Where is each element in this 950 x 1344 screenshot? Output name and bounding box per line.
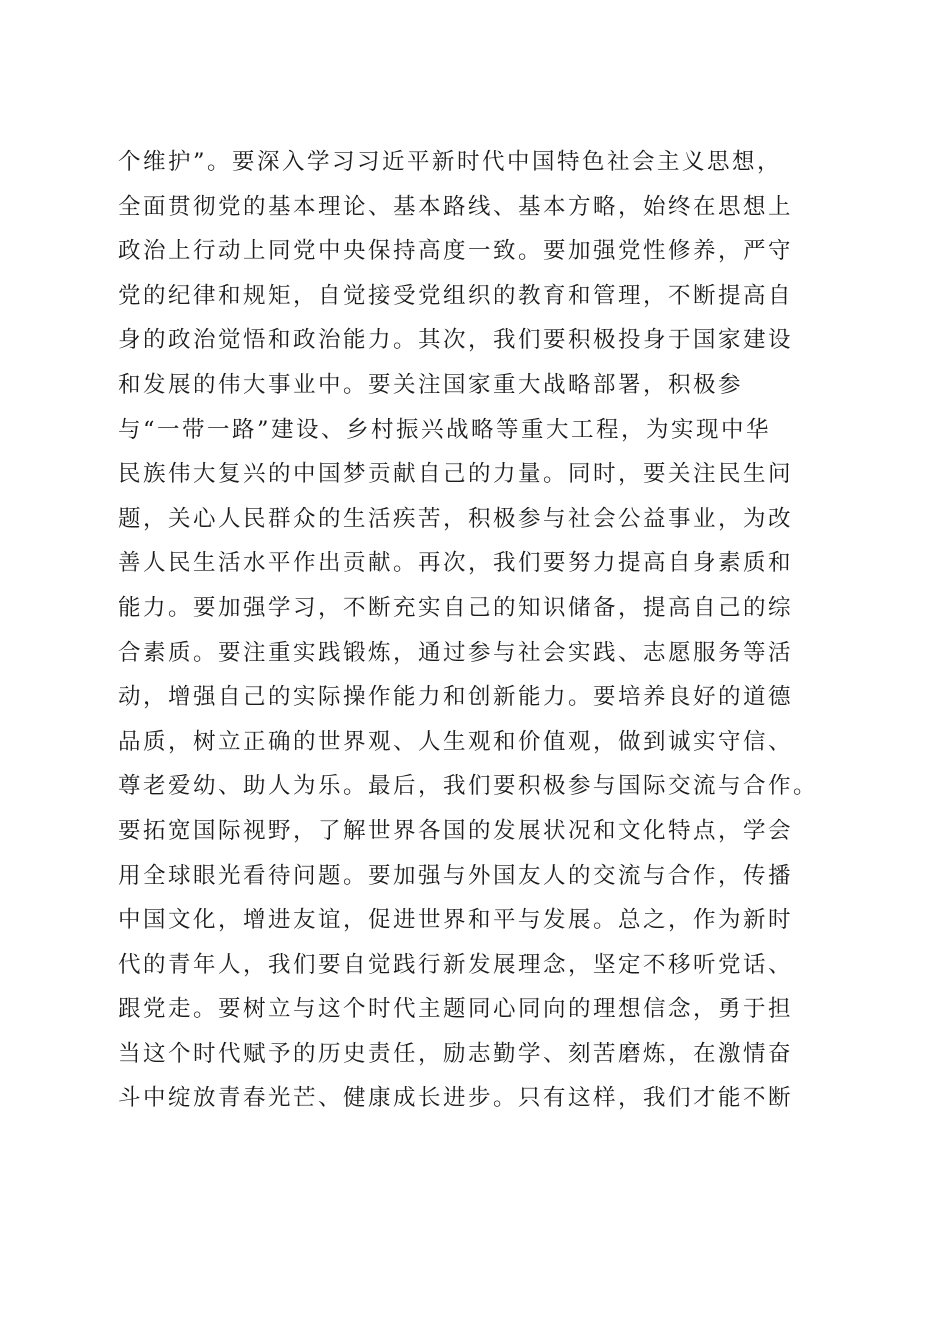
text-line: 题，关心人民群众的生活疾苦，积极参与社会公益事业，为改 [118, 505, 794, 532]
text-line: 合素质。要注重实践锻炼，通过参与社会实践、志愿服务等活 [118, 639, 794, 666]
text-line: 斗中绽放青春光芒、健康成长进步。只有这样，我们才能不断 [118, 1085, 794, 1112]
text-line: 与“一带一路”建设、乡村振兴战略等重大工程，为实现中华 [118, 416, 772, 443]
text-line: 尊老爱幼、助人为乐。最后，我们要积极参与国际交流与合作。 [118, 773, 819, 800]
text-line: 跟党走。要树立与这个时代主题同心同向的理想信念，勇于担 [118, 996, 794, 1023]
text-line: 民族伟大复兴的中国梦贡献自己的力量。同时，要关注民生问 [118, 461, 794, 488]
text-line: 要拓宽国际视野，了解世界各国的发展状况和文化特点，学会 [118, 817, 794, 844]
text-line: 全面贯彻党的基本理论、基本路线、基本方略，始终在思想上 [118, 193, 794, 220]
text-line: 动，增强自己的实际操作能力和创新能力。要培养良好的道德 [118, 684, 794, 711]
text-line: 中国文化，增进友谊，促进世界和平与发展。总之，作为新时 [118, 907, 794, 934]
text-line: 个维护”。要深入学习习近平新时代中国特色社会主义思想， [118, 149, 783, 175]
text-line: 身的政治觉悟和政治能力。其次，我们要积极投身于国家建设 [118, 327, 794, 354]
text-line: 代的青年人，我们要自觉践行新发展理念，坚定不移听党话、 [118, 951, 794, 978]
text-line: 能力。要加强学习，不断充实自己的知识储备，提高自己的综 [118, 594, 794, 621]
text-line: 党的纪律和规矩，自觉接受党组织的教育和管理，不断提高自 [118, 282, 794, 309]
text-line: 和发展的伟大事业中。要关注国家重大战略部署，积极参 [118, 371, 744, 398]
text-line: 政治上行动上同党中央保持高度一致。要加强党性修养，严守 [118, 238, 794, 265]
text-line: 善人民生活水平作出贡献。再次，我们要努力提高自身素质和 [118, 550, 794, 577]
text-line: 当这个时代赋予的历史责任，励志勤学、刻苦磨炼，在激情奋 [118, 1040, 794, 1067]
body-paragraph [118, 140, 838, 1121]
text-line: 品质，树立正确的世界观、人生观和价值观，做到诚实守信、 [118, 728, 794, 755]
text-line: 用全球眼光看待问题。要加强与外国友人的交流与合作，传播 [118, 862, 794, 889]
